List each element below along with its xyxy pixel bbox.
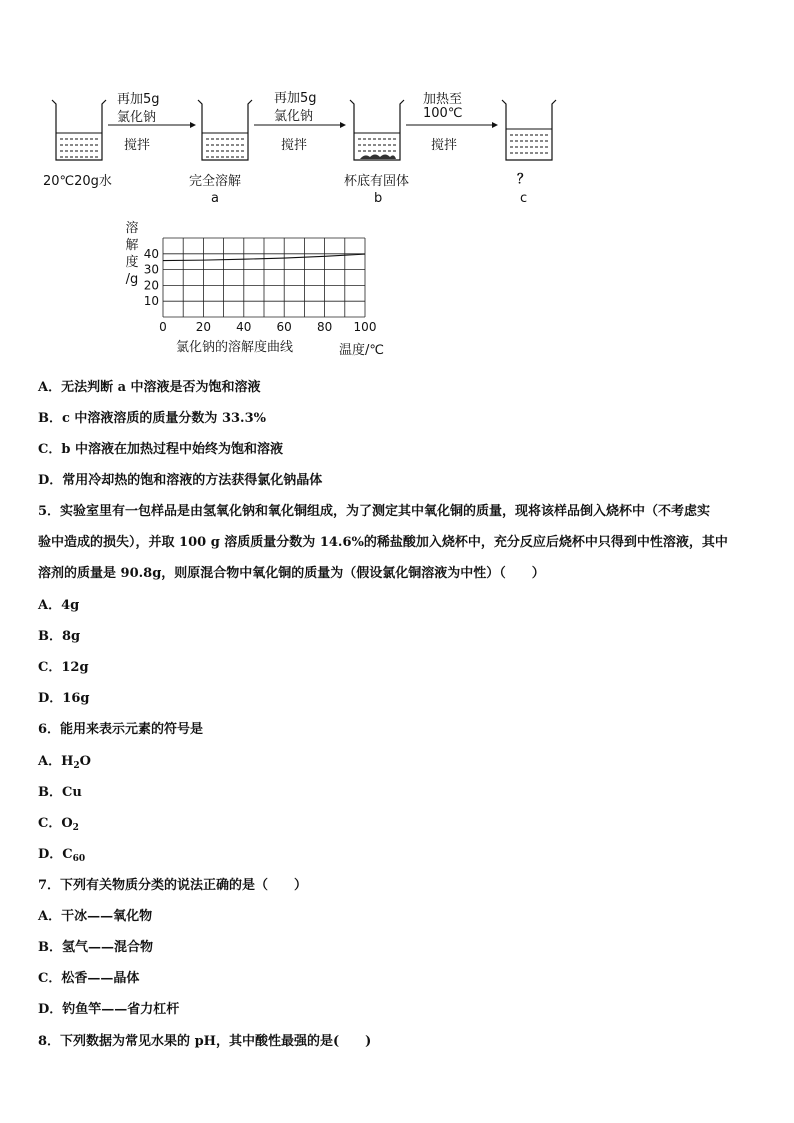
step1-bottom: 搅拌 bbox=[124, 138, 151, 153]
q4-option-b: B．c 中溶液溶质的质量分数为 33.3% bbox=[38, 411, 266, 426]
q7-option-a: A．干冰——氧化物 bbox=[38, 909, 153, 924]
q7-option-b: B．氢气——混合物 bbox=[38, 940, 153, 955]
q6-option-b: B．Cu bbox=[38, 785, 82, 800]
step2-top: 再加5g bbox=[274, 91, 317, 106]
step3-mid: 100℃ bbox=[423, 106, 463, 121]
y-axis-label: 溶 bbox=[125, 221, 139, 236]
q5-option-a: A．4g bbox=[38, 598, 80, 613]
q5-line1: 5．实验室里有一包样品是由氢氧化钠和氧化铜组成，为了测定其中氧化铜的质量，现将该样品倒入烧杯中（不考虑实 bbox=[38, 504, 711, 519]
q6-option-c: C．$O_2$ bbox=[38, 816, 79, 833]
q8-stem: 8．下列数据为常见水果的 pH，其中酸性最强的是( ) bbox=[38, 1034, 372, 1049]
x-tick-label: 60 bbox=[276, 320, 292, 334]
x-tick-label: 0 bbox=[159, 320, 167, 334]
step3-bottom: 搅拌 bbox=[431, 138, 458, 153]
x-tick-label: 20 bbox=[195, 320, 212, 334]
x-tick-label: 40 bbox=[236, 320, 252, 334]
solid-residue bbox=[360, 155, 396, 160]
q5-line2: 验中造成的损失），并取 100 g 溶质质量分数为 14.6%的稀盐酸加入烧杯中，充分反应后烧杯中只得到中性溶液，其中 bbox=[38, 535, 728, 550]
label-c: c bbox=[520, 191, 528, 206]
label-a: a bbox=[211, 191, 219, 206]
x-axis-label: 温度/℃ bbox=[339, 343, 384, 358]
q6-stem: 6．能用来表示元素的符号是 bbox=[38, 722, 204, 737]
y-tick-label: 10 bbox=[143, 294, 159, 309]
q4-option-d: D．常用冷却热的饱和溶液的方法获得氯化钠晶体 bbox=[38, 473, 323, 488]
step1-top: 再加5g bbox=[117, 92, 160, 107]
q5-line3: 溶剂的质量是 90.8g，则原混合物中氧化铜的质量为（假设氯化铜溶液为中性）（ ） bbox=[38, 566, 545, 581]
q4-option-a: A．无法判断 a 中溶液是否为饱和溶液 bbox=[38, 380, 261, 395]
step1-mid: 氯化钠 bbox=[117, 110, 157, 125]
q4-option-c: C．b 中溶液在加热过程中始终为饱和溶液 bbox=[38, 442, 283, 457]
y-tick-label: 40 bbox=[143, 246, 159, 261]
y-axis-label: /g bbox=[125, 272, 139, 287]
beaker0-caption: 20℃20g水 bbox=[43, 174, 112, 189]
beaker-3 bbox=[502, 100, 556, 160]
beaker-1 bbox=[198, 100, 252, 160]
q5-option-d: D．16g bbox=[38, 691, 90, 706]
chart-title: 氯化钠的溶解度曲线 bbox=[176, 340, 294, 355]
y-axis-label: 解 bbox=[125, 238, 139, 253]
y-tick-label: 30 bbox=[143, 262, 159, 277]
step3-top: 加热至 bbox=[423, 92, 463, 107]
y-tick-label: 20 bbox=[143, 278, 159, 293]
q7-option-c: C．松香——晶体 bbox=[38, 971, 140, 986]
y-axis-label: 度 bbox=[125, 255, 139, 270]
beaker-0 bbox=[52, 100, 106, 160]
q6-option-d: D．$C_{60}$ bbox=[38, 847, 86, 864]
q7-option-d: D．钓鱼竿——省力杠杆 bbox=[38, 1002, 180, 1017]
beaker3-caption: ？ bbox=[517, 172, 531, 187]
x-tick-label: 80 bbox=[316, 320, 333, 334]
q5-option-b: B．8g bbox=[38, 629, 81, 644]
step2-mid: 氯化钠 bbox=[274, 109, 314, 124]
q6-option-a: A．$H_2O$ bbox=[38, 754, 91, 771]
beaker-2 bbox=[350, 100, 404, 160]
step2-bottom: 搅拌 bbox=[281, 138, 308, 153]
q7-stem: 7．下列有关物质分类的说法正确的是（ ） bbox=[38, 878, 308, 893]
beaker1-caption: 完全溶解 bbox=[189, 174, 242, 189]
beaker2-caption: 杯底有固体 bbox=[344, 174, 410, 189]
q5-option-c: C．12g bbox=[38, 660, 89, 675]
label-b: b bbox=[374, 191, 383, 206]
solubility-chart bbox=[120, 220, 400, 360]
x-tick-label: 100 bbox=[353, 320, 377, 334]
